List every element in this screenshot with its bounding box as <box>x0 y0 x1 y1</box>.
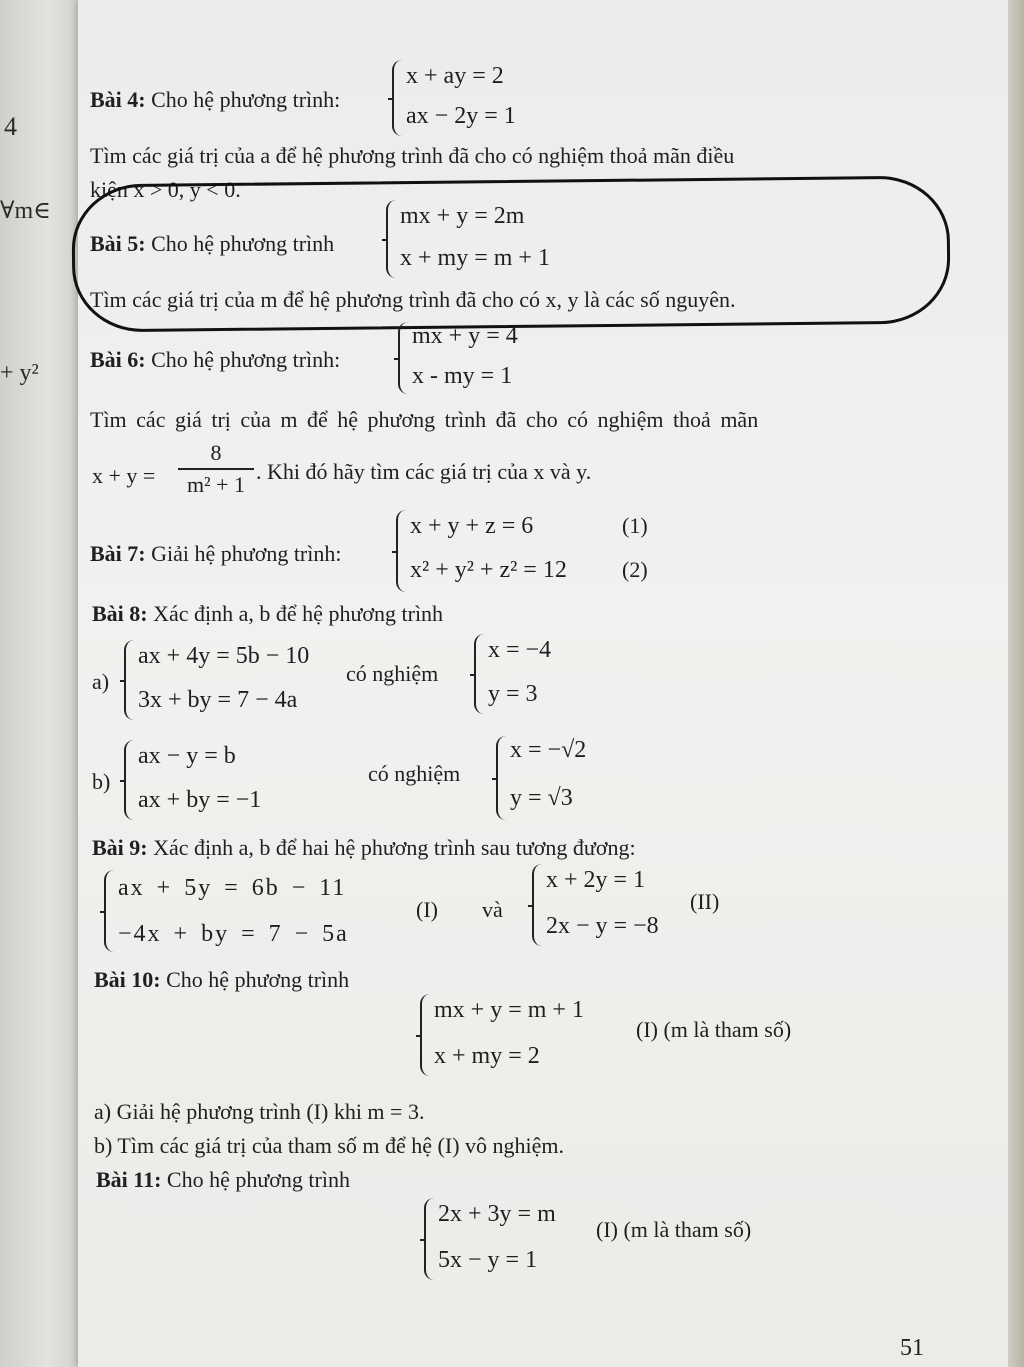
bai6-system <box>398 322 548 394</box>
bai8-b-sol1: x = −√2 <box>510 737 587 763</box>
bai7-eq2: x² + y² + z² = 12 <box>410 557 567 583</box>
page-number: 51 <box>900 1335 924 1361</box>
bai5-eq2: x + my = m + 1 <box>400 245 550 271</box>
bai8-a-eq1: ax + 4y = 5b − 10 <box>138 643 310 669</box>
book-edge <box>1008 0 1024 1367</box>
bai5-label: Bài 5: <box>90 231 146 256</box>
fraction-bar <box>178 468 254 470</box>
bai10-eq1: mx + y = m + 1 <box>434 997 584 1023</box>
bai6-task-line1: Tìm các giá trị của m để hệ phương trình đã cho có nghiệm thoả mãn <box>90 407 759 432</box>
bai9-sys1-tag: (I) <box>416 897 438 922</box>
bai10-heading <box>94 966 349 994</box>
bai9-sys2-eq1: x + 2y = 1 <box>546 867 646 893</box>
bai4-label: Bài 4: <box>90 87 146 112</box>
bai4-task-line1: Tìm các giá trị của a để hệ phương trình đã cho có nghiệm thoả mãn điều <box>90 143 735 168</box>
bai5-task: Tìm các giá trị của m để hệ phương trình đã cho có x, y là các số nguyên. <box>90 287 736 312</box>
bai6-label: Bài 6: <box>90 347 146 372</box>
bai10-intro: Cho hệ phương trình <box>166 967 350 992</box>
bai10-part-a: a) Giải hệ phương trình (I) khi m = 3. <box>94 1099 425 1124</box>
margin-number: 4 <box>4 112 17 141</box>
bai11-eq2: 5x − y = 1 <box>438 1247 538 1273</box>
brace <box>396 510 408 592</box>
bai9-sys2-eq2: 2x − y = −8 <box>546 913 659 939</box>
bai8-b-has: có nghiệm <box>368 761 461 786</box>
bai4-intro: Cho hệ phương trình: <box>151 87 341 112</box>
bai8-a-sol1: x = −4 <box>488 637 552 663</box>
bai8-b-sol2: y = √3 <box>510 785 573 811</box>
bai8-label: Bài 8: <box>92 601 148 626</box>
bai6-eq2: x - my = 1 <box>412 363 513 389</box>
bai5-system <box>386 200 576 278</box>
bai9-system-1 <box>104 870 394 952</box>
bai11-tag: (I) (m là tham số) <box>596 1217 752 1242</box>
bai9-sys2-tag: (II) <box>690 889 720 914</box>
bai8-heading <box>92 600 443 628</box>
bai9-heading <box>92 834 636 862</box>
bai10-part-b: b) Tìm các giá trị của tham số m để hệ (I) vô nghiệm. <box>94 1133 565 1158</box>
brace <box>124 640 136 720</box>
bai4-system <box>392 60 552 136</box>
bai8-a-has: có nghiệm <box>346 661 439 686</box>
brace <box>420 994 432 1076</box>
bai8-a-system <box>124 640 344 720</box>
bai8-b-system <box>124 740 304 820</box>
bai9-intro: Xác định a, b để hai hệ phương trình sau tương đương: <box>153 835 636 860</box>
bai7-intro: Giải hệ phương trình: <box>151 541 342 566</box>
bai5-intro: Cho hệ phương trình <box>151 231 335 256</box>
brace <box>496 736 508 820</box>
bai11-eq1: 2x + 3y = m <box>438 1201 556 1227</box>
bai4-eq2: ax − 2y = 1 <box>406 103 516 129</box>
brace <box>398 322 410 394</box>
bai6-task-line2: . Khi đó hãy tìm các giá trị của x và y. <box>256 459 592 484</box>
bai8-a-sol2: y = 3 <box>488 681 538 707</box>
bai4-eq1: x + ay = 2 <box>406 63 504 89</box>
bai6-eq1: mx + y = 4 <box>412 323 518 349</box>
bai8-b-solution <box>496 736 616 820</box>
bai8-a-eq2: 3x + by = 7 − 4a <box>138 687 298 713</box>
bai10-system <box>420 994 620 1076</box>
bai9-label: Bài 9: <box>92 835 148 860</box>
bai4-task-line2: kiện x > 0, y < 0. <box>90 177 241 202</box>
bai6-lhs: x + y = <box>92 463 156 488</box>
bai10-tag: (I) (m là tham số) <box>636 1017 792 1042</box>
bai6-heading <box>90 346 340 374</box>
bai5-heading <box>90 230 334 258</box>
bai7-eq1: x + y + z = 6 <box>410 513 534 539</box>
bai9-sys1-eq1: ax + 5y = 6b − 11 <box>118 875 347 901</box>
bai8-b-eq1: ax − y = b <box>138 743 236 769</box>
bai11-intro: Cho hệ phương trình <box>166 1167 350 1192</box>
bai7-tag1: (1) <box>622 513 648 538</box>
bai8-intro: Xác định a, b để hệ phương trình <box>153 601 444 626</box>
bai8-a-solution <box>474 634 574 714</box>
bai9-and: và <box>482 897 503 922</box>
bai7-label: Bài 7: <box>90 541 146 566</box>
margin-forall: ∀m∈ <box>0 198 51 224</box>
fraction-denominator: m² + 1 <box>186 472 246 497</box>
bai7-tag2: (2) <box>622 557 648 582</box>
brace <box>474 634 486 714</box>
bai8-a-label: a) <box>92 669 110 694</box>
brace <box>392 60 404 136</box>
brace <box>104 870 116 952</box>
bai11-label: Bài 11: <box>96 1167 162 1192</box>
bai8-b-label: b) <box>92 769 111 794</box>
fraction-numerator: 8 <box>210 440 222 465</box>
bai9-system-2 <box>532 864 692 946</box>
bai11-system <box>424 1198 594 1280</box>
brace <box>424 1198 436 1280</box>
bai5-eq1: mx + y = 2m <box>400 203 525 229</box>
brace <box>386 200 398 278</box>
brace <box>532 864 544 946</box>
bai8-b-eq2: ax + by = −1 <box>138 787 262 813</box>
bai11-heading <box>96 1166 350 1194</box>
bai10-label: Bài 10: <box>94 967 161 992</box>
bai4-heading <box>90 86 340 114</box>
bai9-sys1-eq2: −4x + by = 7 − 5a <box>118 921 349 947</box>
bai6-fraction <box>178 440 254 498</box>
bai7-heading <box>90 540 342 568</box>
brace <box>124 740 136 820</box>
bai10-eq2: x + my = 2 <box>434 1043 540 1069</box>
margin-y-squared: + y² <box>0 360 39 386</box>
bai7-system <box>396 510 596 592</box>
bai6-intro: Cho hệ phương trình: <box>151 347 341 372</box>
